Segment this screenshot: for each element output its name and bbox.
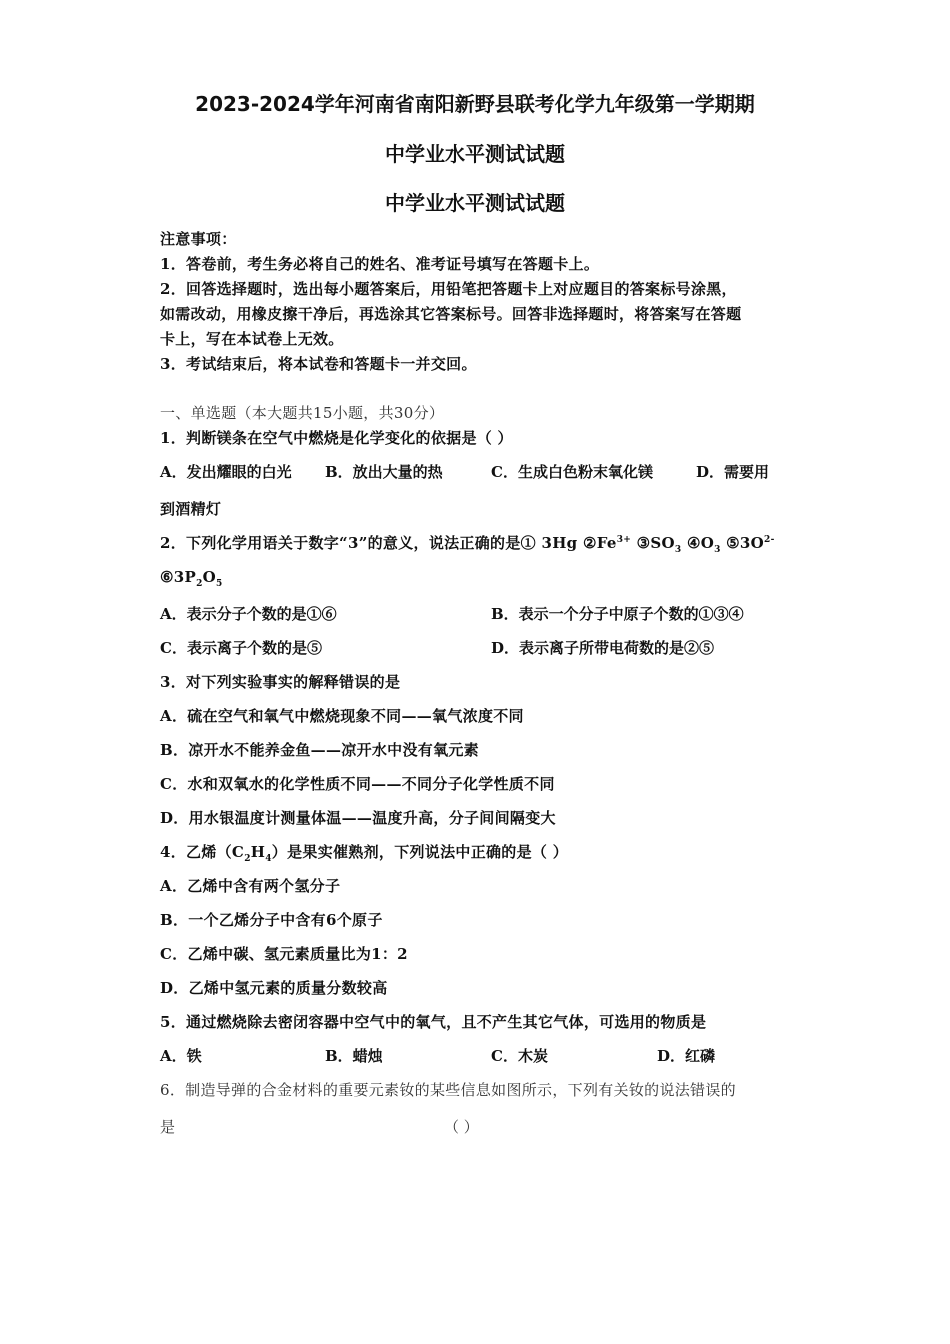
question-2-stem-text: 2．下列化学用语关于数字“3”的意义，说法正确的是 (160, 534, 521, 552)
notice-item-3: 3．考试结束后，将本试卷和答题卡一并交回。 (160, 355, 477, 373)
question-1-option-b: B．放出大量的热 (325, 463, 443, 481)
notice-item-2b: 如需改动，用橡皮擦干净后，再选涂其它答案标号。回答非选择题时，将答案写在答题 (160, 305, 742, 323)
notice-item-1: 1．答卷前，考生务必将自己的姓名、准考证号填写在答题卡上。 (160, 255, 600, 273)
q4-stem-mid: H (250, 843, 266, 861)
q2-symbol-4-sup: 2- (764, 535, 775, 545)
q4-stem-sub1: 2 (244, 854, 251, 864)
question-5-option-a: A．铁 (160, 1047, 202, 1065)
question-4-stem (160, 841, 568, 862)
question-4-option-a: A．乙烯中含有两个氢分子 (160, 877, 341, 895)
q2-symbol-2: ③SO (631, 534, 675, 552)
q2-symbol-5-mid: O (202, 568, 217, 586)
q2-symbol-4: ⑤3O (720, 534, 765, 552)
question-1-stem: 1．判断镁条在空气中燃烧是化学变化的依据是（ ） (160, 429, 513, 447)
question-2-option-c: C．表示离子个数的是⑤ (160, 639, 322, 657)
q2-symbol-3: ④O (681, 534, 715, 552)
question-3-option-c: C．水和双氧水的化学性质不同——不同分子化学性质不同 (160, 775, 555, 793)
question-2-stem (160, 532, 775, 553)
q4-stem-sub2: 4 (265, 854, 272, 864)
question-1-option-d: D．需要用 (696, 463, 770, 481)
question-3-option-a: A．硫在空气和氧气中燃烧现象不同——氧气浓度不同 (160, 707, 524, 725)
q2-symbol-5-sub1: 2 (196, 579, 203, 589)
exam-title-line1: 2023-2024学年河南省南阳新野县联考化学九年级第一学期期 (195, 92, 755, 116)
question-3-option-d: D．用水银温度计测量体温——温度升高，分子间间隔变大 (160, 809, 556, 827)
question-6-stem-cont: 是 (160, 1118, 176, 1136)
question-5-option-b: B．蜡烛 (325, 1047, 383, 1065)
section-heading: 一、单选题（本大题共15小题，共30分） (160, 404, 445, 422)
question-3-option-b: B．凉开水不能养金鱼——凉开水中没有氧元素 (160, 741, 479, 759)
q2-symbol-2-sub: 3 (674, 545, 682, 555)
question-5-stem: 5．通过燃烧除去密闭容器中空气中的氧气，且不产生其它气体，可选用的物质是 (160, 1013, 707, 1031)
q2-symbol-1-sup: 3+ (616, 535, 632, 545)
question-6-answer-paren: （ ） (444, 1118, 479, 1136)
question-1-option-a: A．发出耀眼的白光 (160, 463, 292, 481)
notice-item-2c: 卡上，写在本试卷上无效。 (160, 330, 344, 348)
question-2-stem-cont (160, 568, 223, 589)
q4-stem-pre: 4．乙烯（C (160, 843, 245, 861)
exam-title-line3: 中学业水平测试试题 (385, 191, 565, 215)
question-3-stem: 3．对下列实验事实的解释错误的是 (160, 673, 401, 691)
question-2-option-d: D．表示离子所带电荷数的是②⑤ (491, 639, 715, 657)
q2-symbol-5: ⑥3P (160, 568, 197, 586)
q2-symbol-1: ① 3Hg ②Fe (520, 534, 617, 552)
question-2-option-a: A．表示分子个数的是①⑥ (160, 605, 337, 623)
question-6-stem: 6．制造导弹的合金材料的重要元素钕的某些信息如图所示，下列有关钕的说法错误的 (160, 1081, 736, 1099)
question-5-option-d: D．红磷 (657, 1047, 716, 1065)
question-4-option-d: D．乙烯中氢元素的质量分数较高 (160, 979, 388, 997)
question-2-option-b: B．表示一个分子中原子个数的①③④ (491, 605, 744, 623)
question-5-option-c: C．木炭 (491, 1047, 548, 1065)
exam-title-line2: 中学业水平测试试题 (385, 142, 565, 166)
question-1-option-c: C．生成白色粉末氧化镁 (491, 463, 653, 481)
notice-item-2a: 2．回答选择题时，选出每小题答案后，用铅笔把答题卡上对应题目的答案标号涂黑， (160, 280, 737, 298)
question-4-option-c: C．乙烯中碳、氢元素质量比为1：2 (160, 945, 408, 963)
question-4-option-b: B．一个乙烯分子中含有6个原子 (160, 911, 383, 929)
q2-symbol-5-sub2: 5 (216, 579, 223, 589)
question-1-option-d-cont: 到酒精灯 (160, 500, 222, 518)
notice-heading: 注意事项： (160, 230, 237, 248)
q4-stem-post: ）是果实催熟剂，下列说法中正确的是（ ） (271, 843, 569, 861)
q2-symbol-3-sub: 3 (714, 545, 721, 555)
